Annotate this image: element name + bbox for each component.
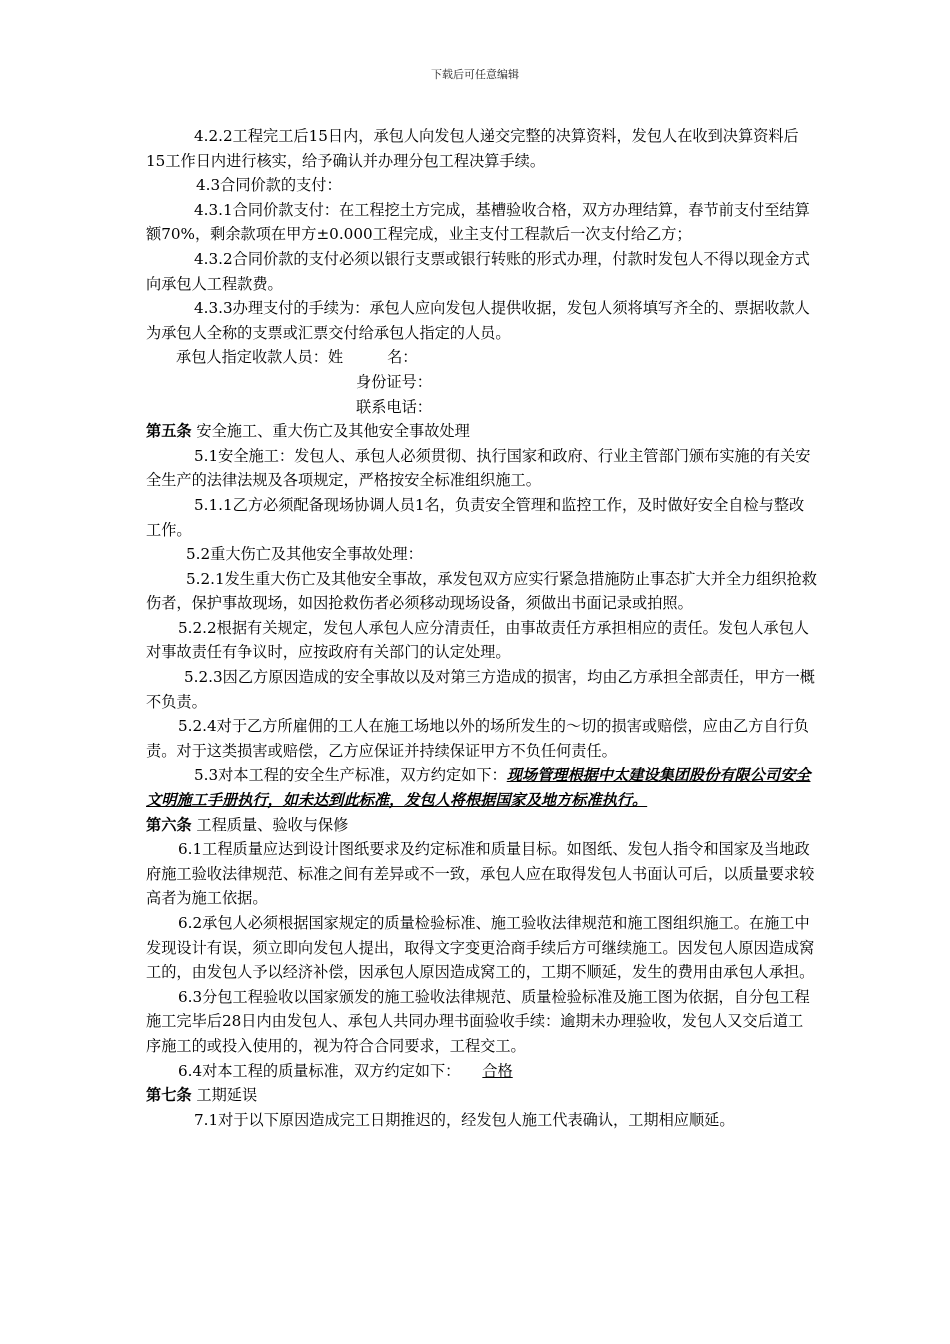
article-5-heading (146, 419, 818, 444)
quality-standard-value: 合格 (482, 1061, 513, 1080)
clause-5-3-lead: 5.3对本工程的安全生产标准，双方约定如下： (194, 766, 507, 785)
article-7-number: 第七条 (146, 1086, 192, 1105)
clause-5-2-2: 5.2.2根据有关规定，发包人承包人应分清责任，由事故责任方承担相应的责任。发包人承包人对事故责任有争议时，应按政府有关部门的认定处理。 (146, 618, 809, 662)
payee-name-line (146, 345, 818, 370)
clause-4-3-1: 4.3.1合同价款支付：在工程挖土方完成，基槽验收合格，双方办理结算，春节前支付至结算额70%，剩余款项在甲方±0.000工程完成，业主支付工程款后一次支付给乙方； (146, 200, 810, 244)
article-6-heading (146, 813, 818, 838)
article-6-number: 第六条 (146, 815, 192, 834)
document-body (146, 124, 818, 1132)
page-header: 下载后可任意编辑 (431, 68, 519, 81)
clause-5-2-3: 5.2.3因乙方原因造成的安全事故以及对第三方造成的损害，均由乙方承担全部责任，甲方一概不负责。 (146, 668, 815, 711)
name-label-b: 名： (387, 348, 418, 367)
article-7-heading (146, 1083, 818, 1108)
payee-id-line (146, 370, 818, 395)
clause-4-3-2: 4.3.2合同价款的支付必须以银行支票或银行转账的形式办理，付款时发包人不得以现金方式向承包人工程款费。 (146, 249, 810, 293)
payee-phone-line (146, 395, 818, 420)
clause-5-3-emphasis: 现场管理根据中太建设集团股份有限公司安全文明施工手册执行，如未达到此标准，发包人将根据国家及地方标准执行。 (146, 766, 811, 810)
phone-label: 联系电话： (356, 397, 432, 416)
clause-4-3: 4.3合同价款的支付： (196, 176, 342, 195)
clause-6-1: 6.1工程质量应达到设计图纸要求及约定标准和质量目标。如图纸、发包人指令和国家及当地政府施工验收法律规范、标准之间有差异或不一致，承包人应在取得发包人书面认可后，以质量要求较高者为施工依据。 (146, 840, 815, 908)
article-6-title: 工程质量、验收与保修 (196, 815, 349, 834)
clause-6-2: 6.2承包人必须根据国家规定的质量检验标准、施工验收法律规范和施工图组织施工。在施工中发现设计有误，须立即向发包人提出，取得文字变更洽商手续后方可继续施工。因发包人原因造成窝工的，由发包人予以经济补偿，因承包人原因造成窝工的，工期不顺延，发生的费用由承包人承担。 (146, 914, 815, 982)
clause-5-2-1: 5.2.1发生重大伤亡及其他安全事故，承发包双方应实行紧急措施防止事态扩大并全力组织抢救伤者，保护事故现场，如因抢救伤者必须移动现场设备，须做出书面记录或拍照。 (146, 569, 817, 613)
clause-5-2-4: 5.2.4对于乙方所雇佣的工人在施工场地以外的场所发生的～切的损害或赔偿，应由乙方自行负责。对于这类损害或赔偿，乙方应保证并持续保证甲方不负任何责任。 (146, 717, 809, 760)
clause-6-4 (146, 1059, 818, 1084)
clause-7-1: 7.1对于以下原因造成完工日期推迟的，经发包人施工代表确认，工期相应顺延。 (194, 1110, 735, 1129)
article-5-title: 安全施工、重大伤亡及其他安全事故处理 (196, 422, 470, 441)
id-label: 身份证号： (356, 372, 432, 391)
clause-5-3 (146, 763, 818, 812)
article-5-number: 第五条 (146, 422, 192, 441)
clause-4-3-3: 4.3.3办理支付的手续为：承包人应向发包人提供收据，发包人须将填写齐全的、票据收款人为承包人全称的支票或汇票交付给承包人指定的人员。 (146, 299, 810, 342)
clause-5-2: 5.2重大伤亡及其他安全事故处理： (186, 545, 423, 564)
payee-label: 承包人指定收款人员： (176, 348, 328, 367)
article-7-title: 工期延误 (196, 1086, 258, 1105)
clause-4-2-2: 4.2.2工程完工后15日内，承包人向发包人递交完整的决算资料，发包人在收到决算资料后15工作日内进行核实，给予确认并办理分包工程决算手续。 (146, 127, 799, 170)
clause-5-1: 5.1安全施工：发包人、承包人必须贯彻、执行国家和政府、行业主管部门颁布实施的有关安全生产的法律法规及各项规定，严格按安全标准组织施工。 (146, 446, 811, 490)
clause-6-3: 6.3分包工程验收以国家颁发的施工验收法律规范、质量检验标准及施工图为依据，自分包工程施工完毕后28日内由发包人、承包人共同办理书面验收手续：逾期未办理验收，发包人又交后道工序施工的或投入使用的，视为符合合同要求，工程交工。 (146, 987, 810, 1055)
name-label-a: 姓 (327, 348, 344, 367)
clause-5-1-1: 5.1.1乙方必须配备现场协调人员1名，负责安全管理和监控工作，及时做好安全自检与整改工作。 (146, 495, 805, 539)
clause-6-4-lead: 6.4对本工程的质量标准，双方约定如下： (178, 1061, 461, 1080)
